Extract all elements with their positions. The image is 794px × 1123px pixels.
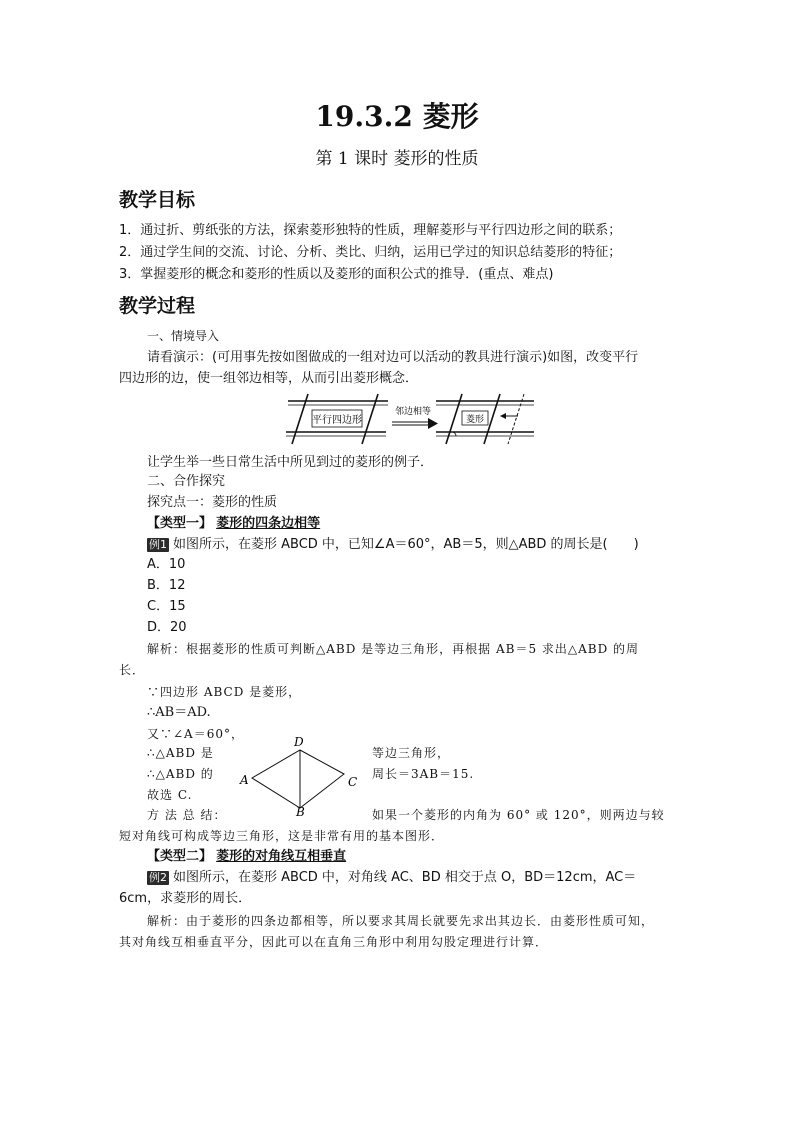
examples-prompt: 让学生举一些日常生活中所见到过的菱形的例子． [147, 455, 434, 470]
rhombus-abcd-figure [236, 736, 366, 816]
type-1-heading [147, 516, 320, 532]
objective-item-1: 1．通过折、剪纸张的方法，探索菱形独特的性质，理解菱形与平行四边形之间的联系； [119, 223, 622, 238]
step-cooperative-explore: 二、合作探究 [147, 474, 226, 489]
figure-label-rhombus: 菱形 [465, 415, 485, 425]
method-summary-left: 方 法 总 结： [147, 808, 227, 822]
example-1-step-c: 又∵∠A＝60°， [147, 727, 244, 741]
example-1-option-d: D．20 [147, 620, 187, 635]
example-1-analysis-line1: 解析：根据菱形的性质可判断△ABD 是等边三角形，再根据 AB＝5 求出△ABD 的周 [147, 642, 640, 656]
demo-text-line2: 四边形的边，使一组邻边相等，从而引出菱形概念． [119, 371, 419, 386]
example-1-step-e-right: 周长＝3AB＝15. [372, 767, 475, 781]
vertex-label-a: A [240, 773, 249, 787]
explore-point-1: 探究点一：菱形的性质 [147, 495, 278, 510]
method-summary-right: 如果一个菱形的内角为 60° 或 120°，则两边与较 [372, 808, 665, 822]
example-2-question-line2: 6cm，求菱形的周长． [119, 891, 252, 906]
arrow-left-icon [500, 413, 506, 419]
example-1-step-d-right: 等边三角形， [372, 746, 451, 760]
example-2-analysis-line1: 解析：由于菱形的四条边都相等，所以要求其周长就要先求出其边长．由菱形性质可知， [147, 914, 655, 928]
example-1-step-a: ∵四边形 ABCD 是菱形， [147, 685, 302, 699]
arrow-right-icon [428, 418, 438, 429]
example-2-question-line1: 例2 如图所示，在菱形 ABCD 中，对角线 AC、BD 相交于点 O，BD＝12cm，AC＝ [149, 870, 637, 885]
vertex-label-b: B [296, 805, 305, 816]
page-subtitle: 第 1 课时 菱形的性质 [315, 149, 479, 169]
objectives-heading: 教学目标 [119, 189, 196, 211]
example-1-step-f: 故选 C. [147, 788, 193, 802]
vertex-label-d: D [294, 736, 304, 749]
vertex-label-c: C [348, 775, 358, 789]
demo-text-line1: 请看演示：(可用事先按如图做成的一组对边可以活动的教具进行演示)如图，改变平行 [147, 350, 639, 365]
type-2-heading [147, 849, 346, 865]
example-1-step-e-left: ∴△ABD 的 [147, 767, 214, 781]
type-1-tag: 【类型一】 [147, 516, 213, 531]
example-1-option-a: A．10 [147, 557, 186, 572]
objective-item-3: 3．掌握菱形的概念和菱形的性质以及菱形的面积公式的推导．(重点、难点) [119, 267, 554, 282]
objective-item-2: 2．通过学生间的交流、讨论、分析、类比、归纳，运用已学过的知识总结菱形的特征； [119, 245, 622, 260]
example-1-step-b: ∴AB＝AD. [147, 705, 211, 720]
example-1-option-b: B．12 [147, 578, 186, 593]
figure-label-parallelogram: 平行四边形 [312, 415, 362, 426]
example-2-analysis-line2: 其对角线互相垂直平分，因此可以在直角三角形中利用勾股定理进行计算． [119, 935, 549, 949]
step-situation-intro: 一、情境导入 [147, 329, 220, 343]
type-2-name: 菱形的对角线互相垂直 [216, 849, 347, 864]
type-1-name: 菱形的四条边相等 [216, 516, 321, 531]
process-heading: 教学过程 [119, 295, 196, 317]
example-1-option-c: C．15 [147, 599, 186, 614]
example-1-badge: 例1 [149, 538, 167, 551]
type-2-tag: 【类型二】 [147, 849, 213, 864]
page-title: 19.3.2 菱形 [315, 100, 479, 133]
example-1-step-d-left: ∴△ABD 是 [147, 746, 214, 760]
figure-label-adjacent-equal: 邻边相等 [394, 407, 432, 417]
parallelogram-rhombus-figure [286, 392, 536, 446]
example-1-question: 例1 如图所示，在菱形 ABCD 中，已知∠A＝60°，AB＝5，则△ABD 的周长是( ) [149, 537, 639, 552]
example-1-analysis-line2: 长． [119, 663, 146, 677]
method-summary-line2: 短对角线可构成等边三角形，这是非常有用的基本图形． [119, 829, 445, 843]
example-2-badge: 例2 [149, 871, 167, 884]
